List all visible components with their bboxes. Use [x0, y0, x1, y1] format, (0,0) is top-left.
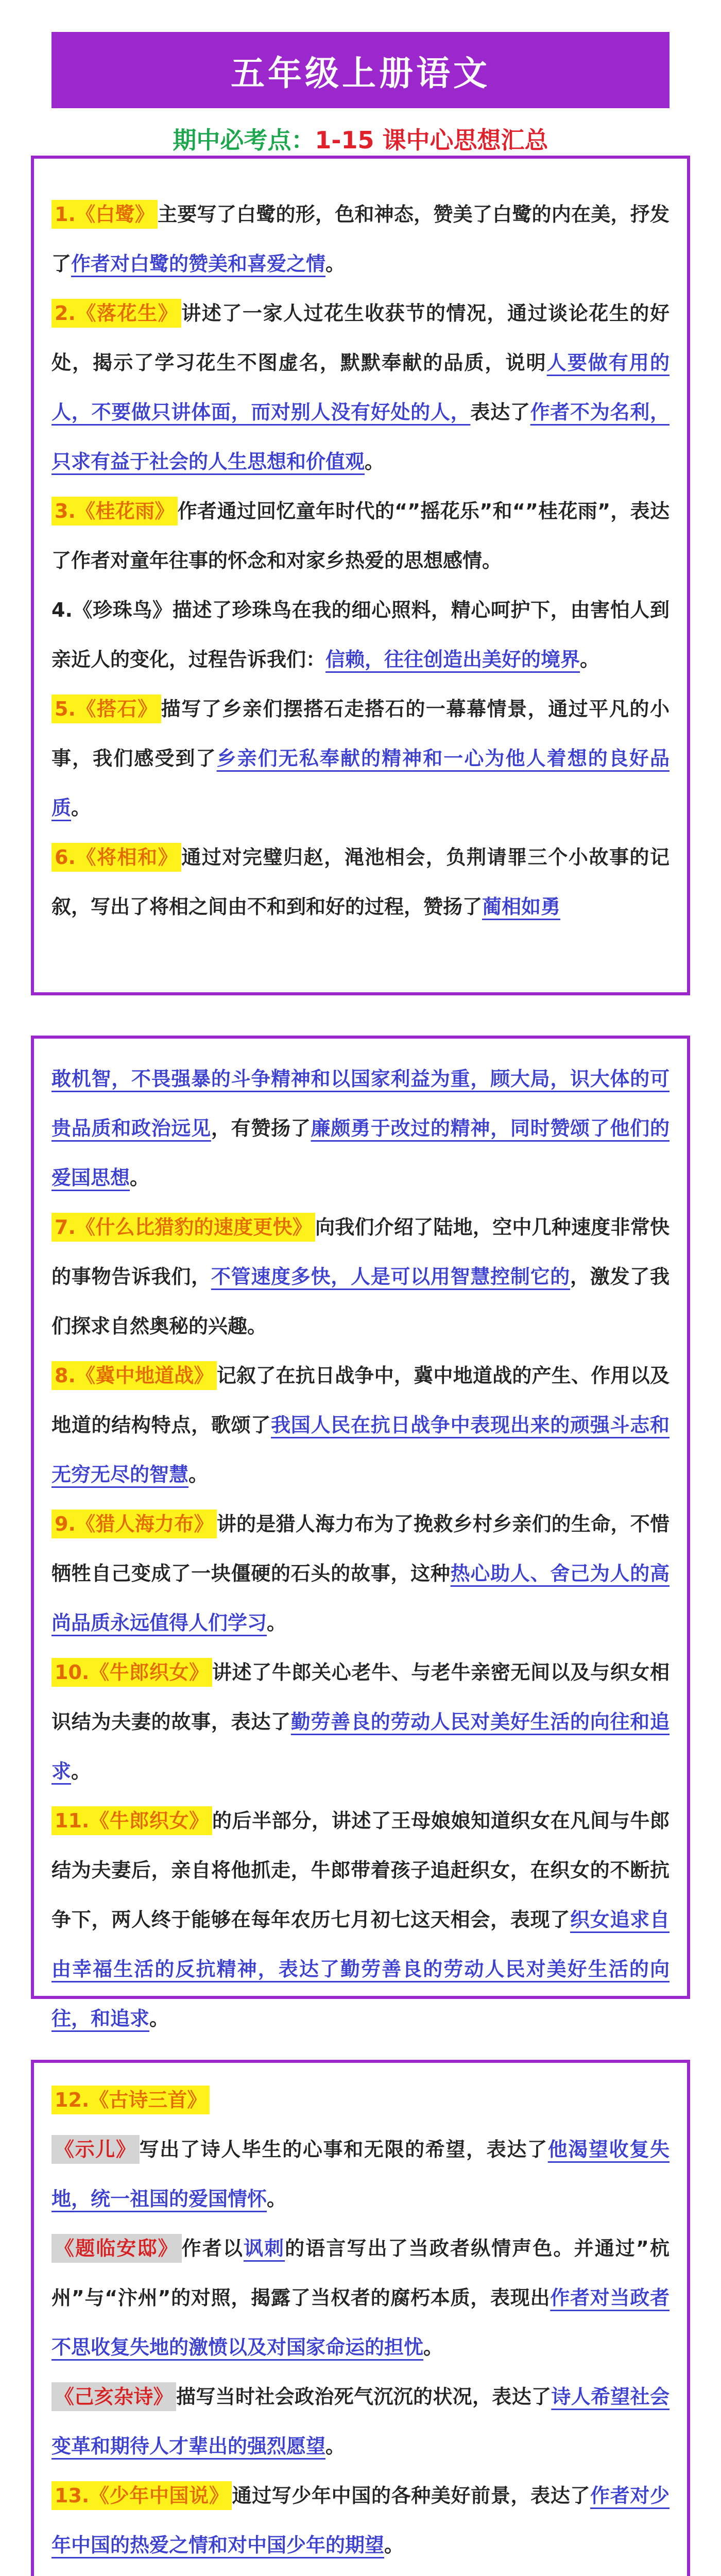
- summary-text: 向我们介绍了陆地，空中几种速度非常快的事物告诉我们，: [52, 1216, 670, 1288]
- content-frame-3: [31, 2060, 690, 2576]
- summary-text: 表达了: [470, 401, 530, 423]
- summary-paragraph: [52, 1054, 670, 1202]
- key-idea-text: 作者不为名利，只求有益于社会的人生思想和价值观: [52, 401, 670, 473]
- summary-text: ，激发了我们探求自然奥秘的兴趣。: [52, 1265, 670, 1337]
- lesson-label: 7.《什么比猎豹的速度更快》: [52, 1213, 315, 1242]
- summary-text: 。: [580, 648, 600, 671]
- subtitle-main: 1-15 课中心思想汇总: [315, 126, 548, 154]
- summary-paragraph: [52, 2224, 670, 2372]
- summary-text: 作者以: [181, 2237, 244, 2260]
- key-idea-text: 作者对当政者不思收复失地的激愤以及对国家命运的担忧: [52, 2286, 670, 2359]
- lesson-label: 1.《白鹭》: [52, 200, 158, 229]
- summary-text: 。: [149, 2007, 169, 2030]
- key-idea-text: 信赖，往往创造出美好的境界: [325, 648, 580, 671]
- summary-text: 描写了乡亲们摆搭石走搭石的一幕幕情景，通过平凡的小事，我们感受到了: [52, 698, 670, 770]
- key-idea-text: 人要做有用的人，不要做只讲体面，而对别人没有好处的人，: [52, 351, 670, 423]
- lesson-label: 《己亥杂诗》: [52, 2382, 176, 2411]
- summary-text: 。: [325, 2435, 346, 2458]
- summary-paragraph: [52, 833, 670, 931]
- summary-paragraph: [52, 1351, 670, 1499]
- frame-body: [52, 1054, 670, 2043]
- content-frame-2: [31, 1036, 690, 2030]
- frame-body: [52, 2075, 670, 2576]
- summary-paragraph: [52, 2075, 670, 2125]
- summary-text: 作者通过回忆童年时代的“”摇花乐”和“”桂花雨”，表达了作者对童年往事的怀念和对家乡热爱的思想感情。: [52, 500, 670, 572]
- key-idea-text: 诗人希望社会变革和期待人才辈出的强烈愿望: [52, 2385, 670, 2458]
- summary-text: 4.《珍珠鸟》描述了珍珠鸟在我的细心照料，精心呵护下，由害怕人到亲近人的变化，过程告诉我们：: [52, 599, 670, 671]
- summary-text: 的后半部分，讲述了王母娘娘知道织女在凡间与牛郎结为夫妻后，亲自将他抓走，牛郎带着孩子追赶织女，在织女的不断抗争下，两人终于能够在每年农历七月初七这天相会，表现了: [52, 1809, 670, 1931]
- lesson-label: 11.《牛郎织女》: [52, 1806, 212, 1835]
- key-idea-text: 不管速度多快，人是可以用智慧控制它的: [211, 1265, 571, 1288]
- summary-paragraph: [52, 2125, 670, 2224]
- summary-paragraph: [52, 486, 670, 585]
- key-idea-text: 他渴望收复失地，统一祖国的爱国情怀: [52, 2138, 670, 2210]
- subtitle-prefix: 期中必考点：: [173, 126, 315, 154]
- lesson-label: 3.《桂花雨》: [52, 497, 178, 526]
- lesson-label: 9.《猎人海力布》: [52, 1510, 217, 1538]
- summary-text: 写出了诗人毕生的心事和无限的希望，表达了: [139, 2138, 548, 2161]
- summary-text: 。: [384, 2534, 404, 2556]
- summary-text: 。: [325, 252, 346, 275]
- content-frame-1: [31, 156, 690, 995]
- key-idea-text: 敢机智，不畏强暴的斗争精神和以国家利益为重，顾大局，识大体的可贵品质和政治远见: [52, 1067, 670, 1140]
- lesson-label: 《题临安邸》: [52, 2234, 182, 2263]
- summary-text: 的语言写出了当政者纵情声色。并通过”杭州”与“汴州”的对照，揭露了当权者的腐朽本质，表现出: [52, 2237, 670, 2309]
- lesson-label: 13.《少年中国说》: [52, 2481, 232, 2510]
- key-idea-text: 织女追求自由幸福生活的反抗精神，表达了勤劳善良的劳动人民对美好生活的向往，和追求: [52, 1908, 670, 2030]
- summary-text: 讲述了一家人过花生收获节的情况，通过谈论花生的好处，揭示了学习花生不图虚名，默默奉献的品质，说明: [52, 302, 670, 374]
- summary-paragraph: [52, 1499, 670, 1648]
- summary-paragraph: [52, 1202, 670, 1351]
- title-banner: [52, 32, 670, 108]
- summary-text: 通过对完璧归赵，渑池相会，负荆请罪三个小故事的记叙，写出了将相之间由不和到和好的过程，赞扬了: [52, 846, 670, 918]
- summary-text: 。: [71, 1760, 91, 1783]
- summary-text: 。: [71, 796, 91, 819]
- summary-text: 。: [130, 1166, 150, 1189]
- summary-text: 。: [188, 1463, 209, 1486]
- summary-text: 。: [365, 450, 385, 473]
- key-idea-text: 勤劳善良的劳动人民对美好生活的向往和追求: [52, 1710, 670, 1783]
- key-idea-text: 作者对白鹭的赞美和喜爱之情: [71, 252, 326, 275]
- lesson-label: 5.《搭石》: [52, 694, 161, 723]
- frame-body: [52, 190, 670, 931]
- summary-text: 。: [423, 2336, 443, 2359]
- lesson-label: 2.《落花生》: [52, 299, 181, 328]
- key-idea-text: 乡亲们无私奉献的精神和一心为他人着想的良好品质: [52, 747, 670, 819]
- summary-paragraph: [52, 2372, 670, 2471]
- key-idea-text: 讽刺: [243, 2237, 285, 2260]
- summary-text: 讲的是猎人海力布为了挽救乡村乡亲们的生命，不惜牺牲自己变成了一块僵硬的石头的故事，这种: [52, 1513, 670, 1585]
- lesson-label: 6.《将相和》: [52, 843, 181, 872]
- page-title: 五年级上册语文: [231, 53, 490, 93]
- summary-text: 主要写了白鹭的形，色和神态，赞美了白鹭的内在美，抒发了: [52, 203, 670, 275]
- summary-text: 。: [267, 2188, 287, 2210]
- key-idea-text: 我国人民在抗日战争中表现出来的顽强斗志和无穷无尽的智慧: [52, 1414, 670, 1486]
- lesson-label: 10.《牛郎织女》: [52, 1658, 212, 1687]
- summary-paragraph: [52, 2570, 670, 2576]
- summary-paragraph: [52, 585, 670, 684]
- summary-text: 。: [267, 1612, 287, 1634]
- summary-text: 记叙了在抗日战争中，冀中地道战的产生、作用以及地道的结构特点，歌颂了: [52, 1364, 670, 1436]
- summary-paragraph: [52, 684, 670, 833]
- summary-paragraph: [52, 289, 670, 486]
- lesson-label: 《示儿》: [52, 2135, 140, 2164]
- summary-paragraph: [52, 2471, 670, 2570]
- lesson-label: 8.《冀中地道战》: [52, 1361, 217, 1390]
- key-idea-text: 热心助人、舍己为人的高尚品质永远值得人们学习: [52, 1562, 670, 1634]
- key-idea-text: 蔺相如勇: [482, 895, 561, 918]
- key-idea-text: 廉颇勇于改过的精神，同时赞颂了他们的爱国思想: [52, 1117, 670, 1189]
- key-idea-text: 作者对少年中国的热爱之情和对中国少年的期望: [52, 2484, 670, 2556]
- summary-text: 描写当时社会政治死气沉沉的状况，表达了: [176, 2385, 552, 2408]
- summary-text: ，有赞扬了: [211, 1117, 311, 1140]
- summary-paragraph: [52, 1648, 670, 1796]
- summary-paragraph: [52, 1796, 670, 2043]
- summary-text: 讲述了牛郎关心老牛、与老牛亲密无间以及与织女相识结为夫妻的故事，表达了: [52, 1661, 670, 1733]
- summary-text: 通过写少年中国的各种美好前景，表达了: [232, 2484, 591, 2507]
- page-subtitle: [0, 122, 721, 156]
- summary-paragraph: [52, 190, 670, 289]
- lesson-label: 12.《古诗三首》: [52, 2086, 210, 2114]
